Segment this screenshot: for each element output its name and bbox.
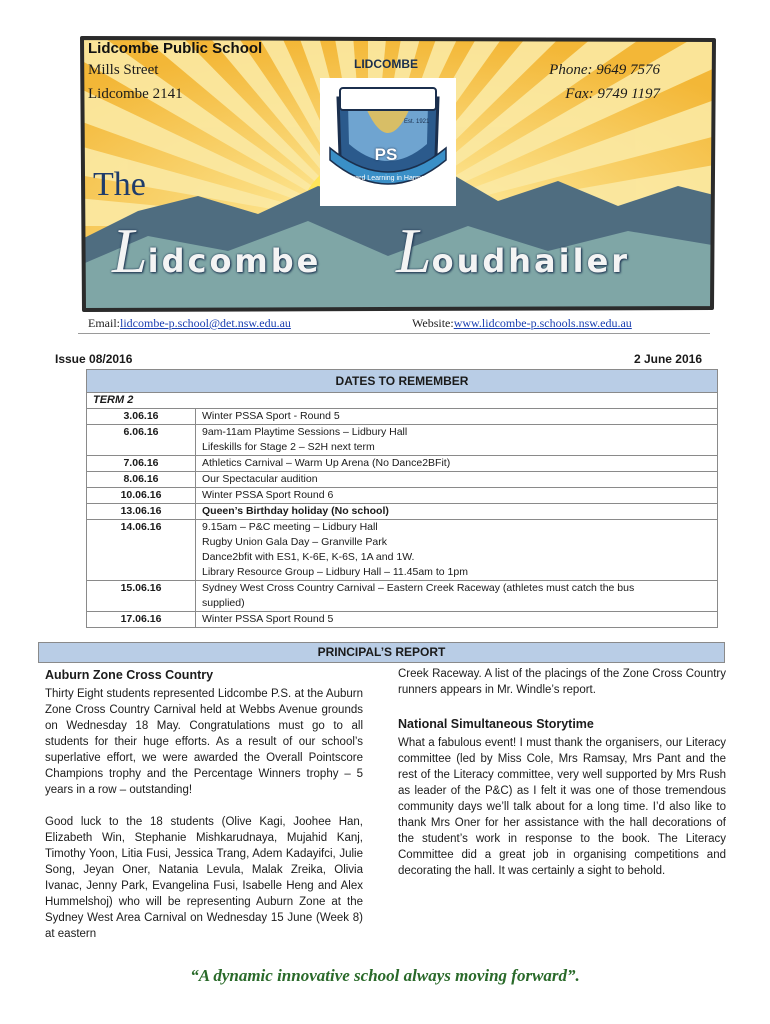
masthead-word-loudhailer bbox=[396, 214, 630, 288]
event-line: 9am-11am Playtime Sessions – Lidbury Hall bbox=[202, 426, 408, 438]
masthead-initial-2: L bbox=[396, 215, 432, 286]
event-date: 3.06.16 bbox=[87, 409, 196, 425]
logo-ps: PS bbox=[374, 145, 398, 164]
event-date: 10.06.16 bbox=[87, 488, 196, 504]
event-date: 14.06.16 bbox=[87, 520, 196, 581]
dates-heading: DATES TO REMEMBER bbox=[87, 370, 718, 393]
masthead-rest-2: oudhailer bbox=[431, 242, 631, 280]
event-line: Rugby Union Gala Day – Granville Park bbox=[202, 536, 388, 548]
event-description bbox=[196, 409, 718, 425]
date-row bbox=[87, 409, 718, 425]
event-date: 13.06.16 bbox=[87, 504, 196, 520]
website-link[interactable]: www.lidcombe-p.schools.nsw.edu.au bbox=[453, 316, 632, 330]
email-link[interactable]: lidcombe-p.school@det.nsw.edu.au bbox=[120, 316, 291, 330]
report-left-column bbox=[45, 667, 363, 942]
date-row bbox=[87, 504, 718, 520]
logo-title: LIDCOMBE bbox=[354, 57, 418, 71]
email-label: Email: bbox=[88, 316, 120, 330]
event-line: 9.15am – P&C meeting – Lidbury Hall bbox=[202, 521, 378, 533]
paragraph-spacer bbox=[45, 798, 363, 814]
term-row bbox=[87, 393, 718, 409]
date-row bbox=[87, 425, 718, 456]
masthead-initial-1: L bbox=[112, 215, 148, 286]
event-line: Queen’s Birthday holiday (No school) bbox=[202, 505, 389, 517]
event-line: Winter PSSA Sport Round 5 bbox=[202, 613, 334, 625]
email-contact bbox=[88, 316, 291, 331]
issue-number: Issue 08/2016 bbox=[55, 352, 133, 366]
article-paragraph: Creek Raceway. A list of the placings of the Zone Cross Country runners appears in Mr. Windle’s report. bbox=[398, 668, 726, 696]
event-line: Sydney West Cross Country Carnival – Eastern Creek Raceway (athletes must catch the bus bbox=[202, 582, 635, 594]
dates-heading-row bbox=[87, 370, 718, 393]
date-row bbox=[87, 456, 718, 472]
event-description bbox=[196, 520, 718, 581]
issue-date: 2 June 2016 bbox=[633, 352, 702, 366]
event-line: Lifeskills for Stage 2 – S2H next term bbox=[202, 441, 375, 453]
event-description bbox=[196, 425, 718, 456]
report-right-column bbox=[398, 666, 726, 879]
date-row bbox=[87, 488, 718, 504]
website-label: Website: bbox=[412, 316, 454, 330]
event-line: Dance2bfit with ES1, K-6E, K-6S, 1A and 1W. bbox=[202, 551, 415, 563]
article-paragraph: Thirty Eight students represented Lidcombe P.S. at the Auburn Zone Cross Country Carnival held at Webbs Avenue grounds on Wednesday 18 May. Congratulations must go to all students for their huge efforts. As a result of our school’s superlative effort, we were awarded the Overall Pointscore Champions trophy and the Percentage Winners trophy – 5 years in a row – outstanding! bbox=[45, 688, 363, 796]
article-title-storytime: National Simultaneous Storytime bbox=[398, 717, 594, 731]
event-line: Our Spectacular audition bbox=[202, 473, 318, 485]
school-crest-logo bbox=[320, 78, 456, 206]
event-line: supplied) bbox=[202, 597, 245, 609]
date-row bbox=[87, 581, 718, 612]
event-date: 6.06.16 bbox=[87, 425, 196, 456]
logo-motto: Forward Learning in Harmony bbox=[339, 175, 433, 182]
school-name: Lidcombe Public School bbox=[88, 40, 263, 57]
event-description bbox=[196, 581, 718, 612]
article-paragraph: Good luck to the 18 students (Olive Kagi, Joohee Han, Elizabeth Win, Stephanie Mishkarudnaya, Mujahid Kanj, Timothy Yoon, Litia Fusi, Jessica Trang, Adem Kadayifci, Julie Song, Jeyan Oner, Natania Levula, Malak Zreika, Olivia Ivanac, Jenny Park, Evangelina Fusi, Isabelle Heng and Alex Hummelshoj) who will be representing Auburn Zone at the Sydney West Area Carnival on Wednesday 15 June (Week 8) at eastern bbox=[45, 816, 363, 940]
event-description bbox=[196, 488, 718, 504]
event-date: 15.06.16 bbox=[87, 581, 196, 612]
address-line-2: Lidcombe 2141 bbox=[88, 86, 183, 102]
event-description bbox=[196, 504, 718, 520]
article-title-cross-country: Auburn Zone Cross Country bbox=[45, 668, 214, 682]
date-row bbox=[87, 612, 718, 628]
event-date: 7.06.16 bbox=[87, 456, 196, 472]
masthead-rest-1: idcombe bbox=[147, 242, 322, 280]
event-line: Winter PSSA Sport Round 6 bbox=[202, 489, 334, 501]
date-row bbox=[87, 520, 718, 581]
paragraph-spacer bbox=[398, 698, 726, 716]
event-date: 8.06.16 bbox=[87, 472, 196, 488]
masthead-word-lidcombe bbox=[112, 214, 321, 288]
event-description bbox=[196, 472, 718, 488]
event-date: 17.06.16 bbox=[87, 612, 196, 628]
website-contact bbox=[412, 316, 632, 331]
event-line: Library Resource Group – Lidbury Hall – 11.45am to 1pm bbox=[202, 566, 468, 578]
principals-report-heading: PRINCIPAL’S REPORT bbox=[38, 642, 725, 663]
term-label: TERM 2 bbox=[87, 393, 718, 409]
header-divider bbox=[78, 333, 710, 334]
event-line: Winter PSSA Sport - Round 5 bbox=[202, 410, 340, 422]
address-line-1: Mills Street bbox=[88, 62, 159, 78]
phone-number: Phone: 9649 7576 bbox=[549, 62, 660, 78]
dates-to-remember-table bbox=[86, 369, 718, 628]
event-description bbox=[196, 456, 718, 472]
masthead-the: The bbox=[93, 166, 146, 203]
school-motto-quote: “A dynamic innovative school always moving forward”. bbox=[190, 966, 580, 985]
event-line: Athletics Carnival – Warm Up Arena (No Dance2BFit) bbox=[202, 457, 451, 469]
date-row bbox=[87, 472, 718, 488]
logo-est: Est. 1921 bbox=[404, 119, 430, 125]
article-paragraph: What a fabulous event! I must thank the organisers, our Literacy committee (led by Miss Cole, Mrs Ramsay, Mrs Pant and the rest of the Literacy committee, very well supported by Mrs Rush as leader of the P&C) as I felt it was one of those tremendous community days we’ll talk about for a long time. I’d also like to thank Mrs Oner for her assistance with the hall decorations of the student’s work in response to the book. The Literacy Committee did a great job in organising competitions and decorating the hall. It was certainly a sight to behold. bbox=[398, 737, 726, 877]
fax-number: Fax: 9749 1197 bbox=[565, 86, 660, 102]
event-description bbox=[196, 612, 718, 628]
